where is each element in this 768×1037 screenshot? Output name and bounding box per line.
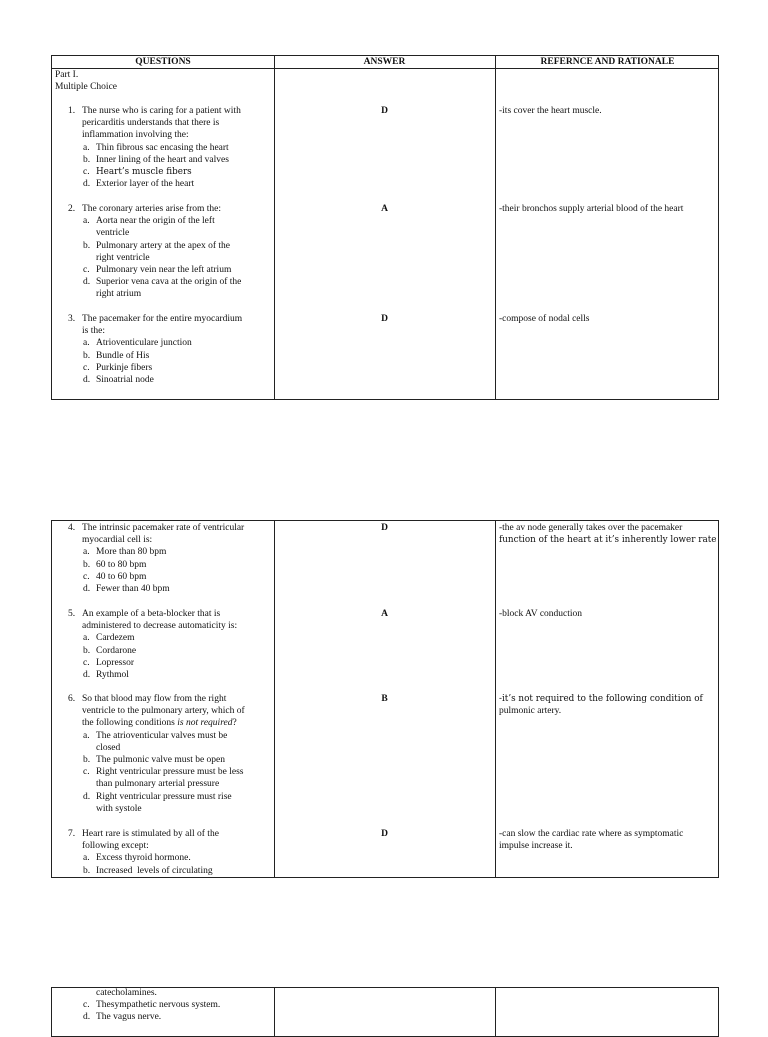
question-text: The coronary arteries arise from the:: [82, 204, 222, 214]
option-text-continued: with systole: [96, 803, 142, 814]
emphasis-text: is not required: [177, 718, 233, 729]
rationale-6-continued: pulmonic artery.: [499, 706, 562, 717]
option-letter: d.: [83, 375, 91, 385]
option-letter: c.: [83, 362, 90, 373]
option-letter: a.: [83, 142, 90, 153]
option-letter: a.: [83, 730, 90, 741]
question-6: [52, 693, 274, 823]
question-number: 4.: [68, 523, 76, 533]
option-text: Fewer than 40 bpm: [96, 584, 170, 594]
option-text: Atrioventiculare junction: [96, 338, 192, 349]
question-3: [52, 313, 274, 393]
option-text: Cordarone: [96, 645, 137, 656]
answer-1: D: [381, 106, 388, 116]
option-letter: b.: [83, 154, 91, 165]
option-text: The pulmonic valve must be open: [96, 755, 226, 765]
question-5: [52, 608, 274, 688]
option-letter: a.: [83, 547, 90, 558]
rationale-4: -the av node generally takes over the pacemaker: [499, 523, 683, 533]
option-text: Superior vena cava at the origin of the: [96, 277, 242, 288]
question-text: following except:: [82, 841, 149, 852]
option-letter: d.: [83, 791, 91, 802]
option-text: Right ventricular pressure must rise: [96, 791, 232, 802]
question-number: 6.: [68, 694, 76, 704]
rationale-5: -block AV conduction: [499, 609, 583, 619]
answer-2: A: [381, 204, 388, 214]
question-text: So that blood may flow from the right: [82, 694, 227, 704]
question-number: 5.: [68, 609, 76, 619]
question-7-continued: [52, 987, 274, 1027]
option-letter: d.: [83, 1012, 91, 1023]
option-letter: c.: [83, 167, 90, 177]
option-letter: b.: [83, 350, 91, 361]
question-text: [82, 717, 237, 729]
table-block-3: [51, 987, 719, 1037]
question-7: [52, 828, 274, 878]
question-text-part: the following conditions: [82, 718, 178, 729]
question-text: An example of a beta-blocker that is: [82, 609, 221, 619]
option-text: Right ventricular pressure must be less: [96, 767, 244, 778]
question-text: is the:: [82, 326, 105, 337]
option-text: Sinoatrial node: [96, 375, 154, 385]
option-text: Purkinje fibers: [96, 362, 153, 373]
option-text: More than 80 bpm: [96, 547, 167, 558]
option-text: Inner lining of the heart and valves: [96, 154, 229, 165]
option-text: Pulmonary artery at the apex of the: [96, 240, 231, 251]
column-divider: [274, 988, 275, 1036]
question-number: 2.: [68, 204, 76, 214]
table-block-2: [51, 520, 719, 878]
option-text-continued: ventricle: [96, 228, 130, 239]
option-letter: b.: [83, 865, 91, 876]
option-letter: c.: [83, 657, 90, 668]
rationale-4-continued: function of the heart at it’s inherently lower rate: [499, 535, 717, 546]
option-text: The vagus nerve.: [96, 1012, 162, 1023]
answer-6: B: [381, 694, 388, 704]
question-text-part: ?: [232, 718, 237, 729]
rationale-2: -their bronchos supply arterial blood of the heart: [499, 204, 684, 214]
option-letter: a.: [83, 633, 90, 644]
answer-7: D: [381, 829, 388, 839]
option-letter: a.: [83, 216, 90, 227]
question-number: 7.: [68, 829, 76, 839]
option-text: Thesympathetic nervous system.: [96, 1000, 221, 1011]
question-text: Heart rare is stimulated by all of the: [82, 829, 219, 839]
answer-3: D: [381, 314, 388, 324]
option-text-continued: right atrium: [96, 289, 142, 300]
option-letter: d.: [83, 670, 91, 680]
option-text: 60 to 80 bpm: [96, 559, 147, 570]
column-divider: [495, 521, 496, 877]
option-text: Aorta near the origin of the left: [96, 216, 215, 227]
question-text: inflammation involving the:: [82, 130, 189, 141]
option-text: Increased levels of circulating: [96, 865, 213, 876]
option-letter: b.: [83, 240, 91, 251]
option-letter: c.: [83, 571, 90, 582]
header-answer: ANSWER: [363, 57, 406, 67]
part-title: Part I.: [55, 70, 79, 80]
question-text: ventricle to the pulmonary artery, which of: [82, 706, 245, 717]
answer-5: A: [381, 609, 388, 619]
option-letter: c.: [83, 767, 90, 778]
option-text: Bundle of His: [96, 350, 150, 361]
option-text: Thin fibrous sac encasing the heart: [96, 142, 229, 153]
option-text-continued: closed: [96, 742, 121, 753]
option-letter: d.: [83, 584, 91, 594]
option-text-continued: right ventricle: [96, 252, 150, 263]
question-text: The intrinsic pacemaker rate of ventricular: [82, 523, 245, 533]
column-divider: [495, 988, 496, 1036]
table-block-1: [51, 55, 719, 400]
question-text: pericarditis understands that there is: [82, 118, 220, 129]
option-text: The atrioventicular valves must be: [96, 730, 228, 741]
question-2: [52, 203, 274, 303]
option-letter: c.: [83, 265, 90, 275]
option-text: Exterior layer of the heart: [96, 179, 195, 190]
column-divider: [495, 56, 496, 399]
option-text: Cardezem: [96, 633, 135, 644]
option-text-continued: than pulmonary arterial pressure: [96, 779, 220, 790]
option-letter: a.: [83, 338, 90, 349]
question-number: 1.: [68, 106, 76, 116]
rationale-3: -compose of nodal cells: [499, 314, 590, 324]
rationale-6: -it’s not required to the following condition of: [499, 694, 703, 704]
rationale-7: -can slow the cardiac rate where as symptomatic: [499, 829, 684, 839]
option-text: Lopressor: [96, 657, 134, 668]
rationale-7-continued: impulse increase it.: [499, 841, 573, 852]
question-number: 3.: [68, 314, 76, 324]
option-text-continued: catecholamines.: [96, 988, 157, 998]
option-text: Pulmonary vein near the left atrium: [96, 265, 232, 275]
option-letter: c.: [83, 1000, 90, 1011]
header-divider: [52, 68, 718, 69]
question-text: The nurse who is caring for a patient with: [82, 106, 241, 116]
header-rationale: REFERNCE AND RATIONALE: [540, 57, 675, 67]
option-text: Rythmol: [96, 670, 129, 680]
question-text: administered to decrease automaticity is:: [82, 621, 238, 632]
question-text: The pacemaker for the entire myocardium: [82, 314, 243, 324]
option-letter: d.: [83, 179, 91, 190]
option-letter: b.: [83, 645, 91, 656]
part-subtitle: Multiple Choice: [55, 82, 118, 92]
option-text: Excess thyroid hormone.: [96, 853, 191, 864]
option-letter: b.: [83, 755, 91, 765]
answer-4: D: [381, 523, 388, 533]
question-1: [52, 105, 274, 205]
header-questions: QUESTIONS: [135, 57, 191, 67]
option-letter: d.: [83, 277, 91, 288]
option-letter: a.: [83, 853, 90, 864]
option-text: 40 to 60 bpm: [96, 571, 147, 582]
question-text: myocardial cell is:: [82, 535, 153, 546]
option-letter: b.: [83, 559, 91, 570]
option-text: Heart’s muscle fibers: [96, 167, 192, 177]
question-4: [52, 522, 274, 602]
rationale-1: -its cover the heart muscle.: [499, 106, 602, 116]
